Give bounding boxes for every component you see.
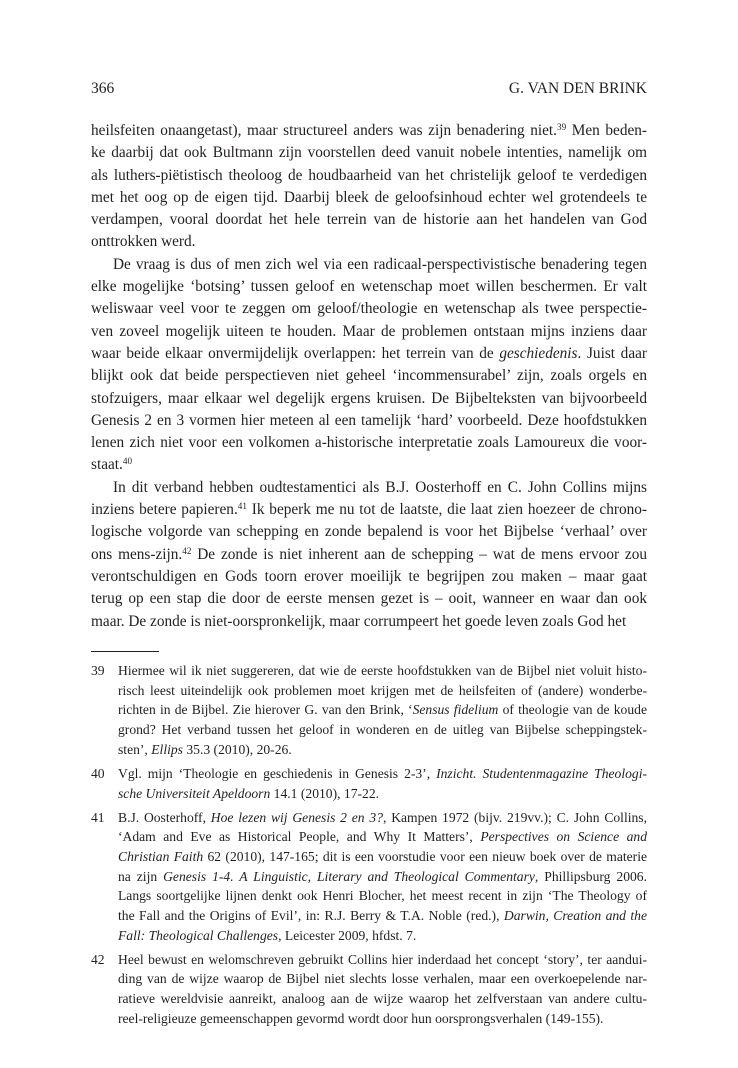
italic-title: geschiedenis: [499, 344, 578, 362]
text-line: ding van de wijze waarop de Bijbel niet slechts losse verhalen, maar een overkoepelende nar-: [118, 971, 647, 987]
italic-title: sche Universiteit Apeldoorn: [118, 785, 271, 801]
text-line: [118, 740, 647, 760]
italic-title: Sensus fidelium: [412, 702, 499, 718]
text-line: [91, 544, 647, 566]
footnote-number: 39: [91, 663, 105, 678]
text-run: waar beide elkaar onvermijdelijk overlappen: het terrein van de: [91, 344, 500, 362]
text-line: verdampen, vooral doordat het hele terrein van de historie aan het handelen van God: [91, 211, 647, 229]
text-line: [91, 343, 647, 365]
text-line: Langs soortgelijke lijnen denkt ook Henri Blocher, het meest recent in zijn ‘The Theology of: [118, 888, 647, 904]
text-line: terug op een stap die door de eerste mensen gezet is – ooit, wanneer en waar dan ook: [91, 590, 647, 608]
text-line: [91, 454, 647, 476]
footnote-ref: 39: [557, 121, 567, 132]
running-head: G. VAN DEN BRINK: [508, 80, 647, 97]
text-line: met het oog op de eigen tijd. Daarbij bleek de geloofsinhoud echter wel grotendeels te: [91, 188, 647, 206]
text-line: [118, 906, 647, 926]
text-line: Heel bewust en welomschreven gebruikt Collins hier inderdaad het concept ‘story’, ter aandui-: [118, 951, 647, 967]
main-text: [91, 120, 647, 633]
text-run: , Phillipsburg 2006.: [534, 868, 647, 884]
text-line: [118, 700, 647, 720]
text-line: [91, 499, 647, 521]
italic-title: Fall: Theological Challenges: [118, 927, 279, 943]
footnote-39: [91, 661, 647, 760]
text-line: elke mogelijke ‘botsing’ tussen geloof en wetenschap moet willen beschermen. Er valt: [91, 278, 647, 296]
text-line: stofzuigers, maar elkaar wel degelijk ergens kruisen. De Bijbelteksten van bijvoorbeeld: [91, 389, 647, 407]
text-run: ‘Adam and Eve as Historical People, and Why It Matters’,: [118, 829, 481, 845]
text-run: of theologie van de koude: [498, 702, 647, 718]
italic-title: Perspectives on Science and: [480, 829, 647, 845]
text-line: reel-religieuze gemeenschappen gevormd wordt door hun oorsprongsverhalen (149-155).: [118, 1010, 604, 1026]
footnote-number: 40: [91, 765, 105, 781]
text-line: De vraag is dus of men zich wel via een radicaal-perspectivistische benadering tegen: [113, 255, 647, 273]
text-run: B.J. Oosterhoff,: [118, 809, 211, 825]
running-header: [91, 78, 647, 100]
text-line: risch leest uiteindelijk ook problemen moet krijgen met de heilsfeiten of (andere) wonderbe-: [118, 682, 647, 698]
text-line: Hiermee wil ik niet suggereren, dat wie de eerste hoofdstukken van de Bijbel niet voluit histo-: [118, 663, 647, 678]
text-line: [118, 784, 647, 804]
italic-title: Hoe lezen wij Genesis 2 en 3?: [210, 809, 383, 825]
text-line: als luthers-piëtistisch theoloog de houdbaarheid van het christelijk geloof te verdedigen: [91, 166, 647, 184]
page-number: 366: [91, 80, 115, 97]
text-run: inziens betere papieren.: [91, 501, 238, 519]
italic-title: Ellips: [151, 741, 183, 757]
text-run: De zonde is niet inherent aan de schepping – wat de mens ervoor zou: [191, 545, 647, 563]
text-line: logische volgorde van schepping en zonde bepalend is voor het Bijbelse ‘verhaal’ over: [91, 523, 647, 541]
text-line: [118, 764, 647, 784]
text-run: staat.: [91, 456, 123, 474]
text-line: weliswaar veel voor te zeggen om geloof/theologie en wetenschap als twee perspectie-: [91, 300, 647, 318]
footnote-40: [91, 764, 647, 803]
text-run: ons mens-zijn.: [91, 545, 183, 563]
footnote-ref: 40: [122, 456, 133, 467]
text-run: richten in de Bijbel. Zie hierover G. van den Brink, ‘: [118, 702, 413, 718]
text-run: Men beden-: [566, 122, 647, 139]
footnote-separator: [91, 651, 159, 652]
text-run: 62 (2010), 147-165; dit is een voorstudie voor een nieuw boek over de materie: [203, 848, 647, 864]
text-run: , Kampen 1972 (bijv. 219vv.); C. John Collins,: [383, 809, 647, 825]
text-line: maar. De zonde is niet-oorspronkelijk, maar corrumpeert het goede leven zoals God het: [91, 612, 627, 630]
footnote-number: 41: [91, 809, 105, 825]
text-run: heilsfeiten onaangetast), maar structureel anders was zijn benadering niet.: [91, 122, 557, 139]
footnotes: [91, 661, 647, 1033]
italic-title: Inzicht. Studentenmagazine Theologi-: [436, 765, 648, 781]
text-line: Genesis 2 en 3 vormen hier meteen al een tamelijk ‘hard’ voorbeeld. Deze hoofdstukken: [91, 411, 647, 429]
text-line: [118, 867, 647, 887]
text-line: In dit verband hebben oudtestamentici als B.J. Oosterhoff en C. John Collins mijns: [113, 478, 647, 496]
text-run: sten’,: [118, 741, 152, 757]
text-line: [91, 120, 647, 142]
footnote-42: [91, 950, 647, 1029]
text-line: blijkt ook dat beide perspectieven niet geheel ‘incommensurabel’ zijn, zoals orgels en: [91, 367, 647, 385]
text-run: 14.1 (2010), 17-22.: [270, 785, 380, 801]
text-run: 35.3 (2010), 20-26.: [182, 741, 292, 757]
text-line: [118, 827, 647, 847]
text-run: na zijn: [118, 868, 164, 884]
text-line: onttrokken werd.: [91, 233, 196, 251]
text-run: Vgl. mijn ‘Theologie en geschiedenis in Genesis 2-3’,: [118, 765, 437, 781]
text-run: the Fall and the Origins of Evil’, in: R.J. Berry & T.A. Noble (red.),: [118, 908, 504, 924]
italic-title: Genesis 1-4. A Linguistic, Literary and Theological Commentary: [163, 868, 535, 884]
footnote-41: [91, 808, 647, 946]
text-line: ke daarbij dat ook Bultmann zijn voorstellen deed vanuit nobele intenties, namelijk om: [91, 144, 647, 162]
text-run: Ik beperk me nu tot de laatste, die laat zien hoezeer de chrono-: [246, 501, 647, 519]
footnote-ref: 41: [237, 501, 247, 511]
text-line: ratieve wereldvisie aanreikt, analoog aan de wijze waarop het zelfverstaan van andere cultu-: [118, 991, 647, 1007]
text-run: . Juist daar: [577, 344, 647, 362]
text-line: [118, 847, 647, 867]
footnote-number: 42: [91, 951, 105, 967]
text-line: lenen zich niet voor een volkomen a-historische interpretatie zoals Lamoureux die voor-: [91, 434, 647, 452]
text-line: ven zoveel mogelijk uiteen te houden. Maar de problemen ontstaan mijns inziens daar: [91, 322, 647, 340]
text-line: [118, 808, 647, 828]
text-line: verontschuldigen en Gods toorn erover moeilijk te begrijpen zou maken – maar gaat: [91, 567, 647, 585]
italic-title: Christian Faith: [118, 848, 204, 864]
text-line: [118, 926, 647, 946]
footnote-ref: 42: [182, 545, 192, 556]
text-line: grond? Het verband tussen het geloof in wonderen en de uitleg van Bijbelse scheppingstek-: [118, 722, 647, 738]
text-run: , Leicester 2009, hfdst. 7.: [278, 927, 417, 943]
italic-title: Darwin, Creation and the: [503, 908, 648, 924]
